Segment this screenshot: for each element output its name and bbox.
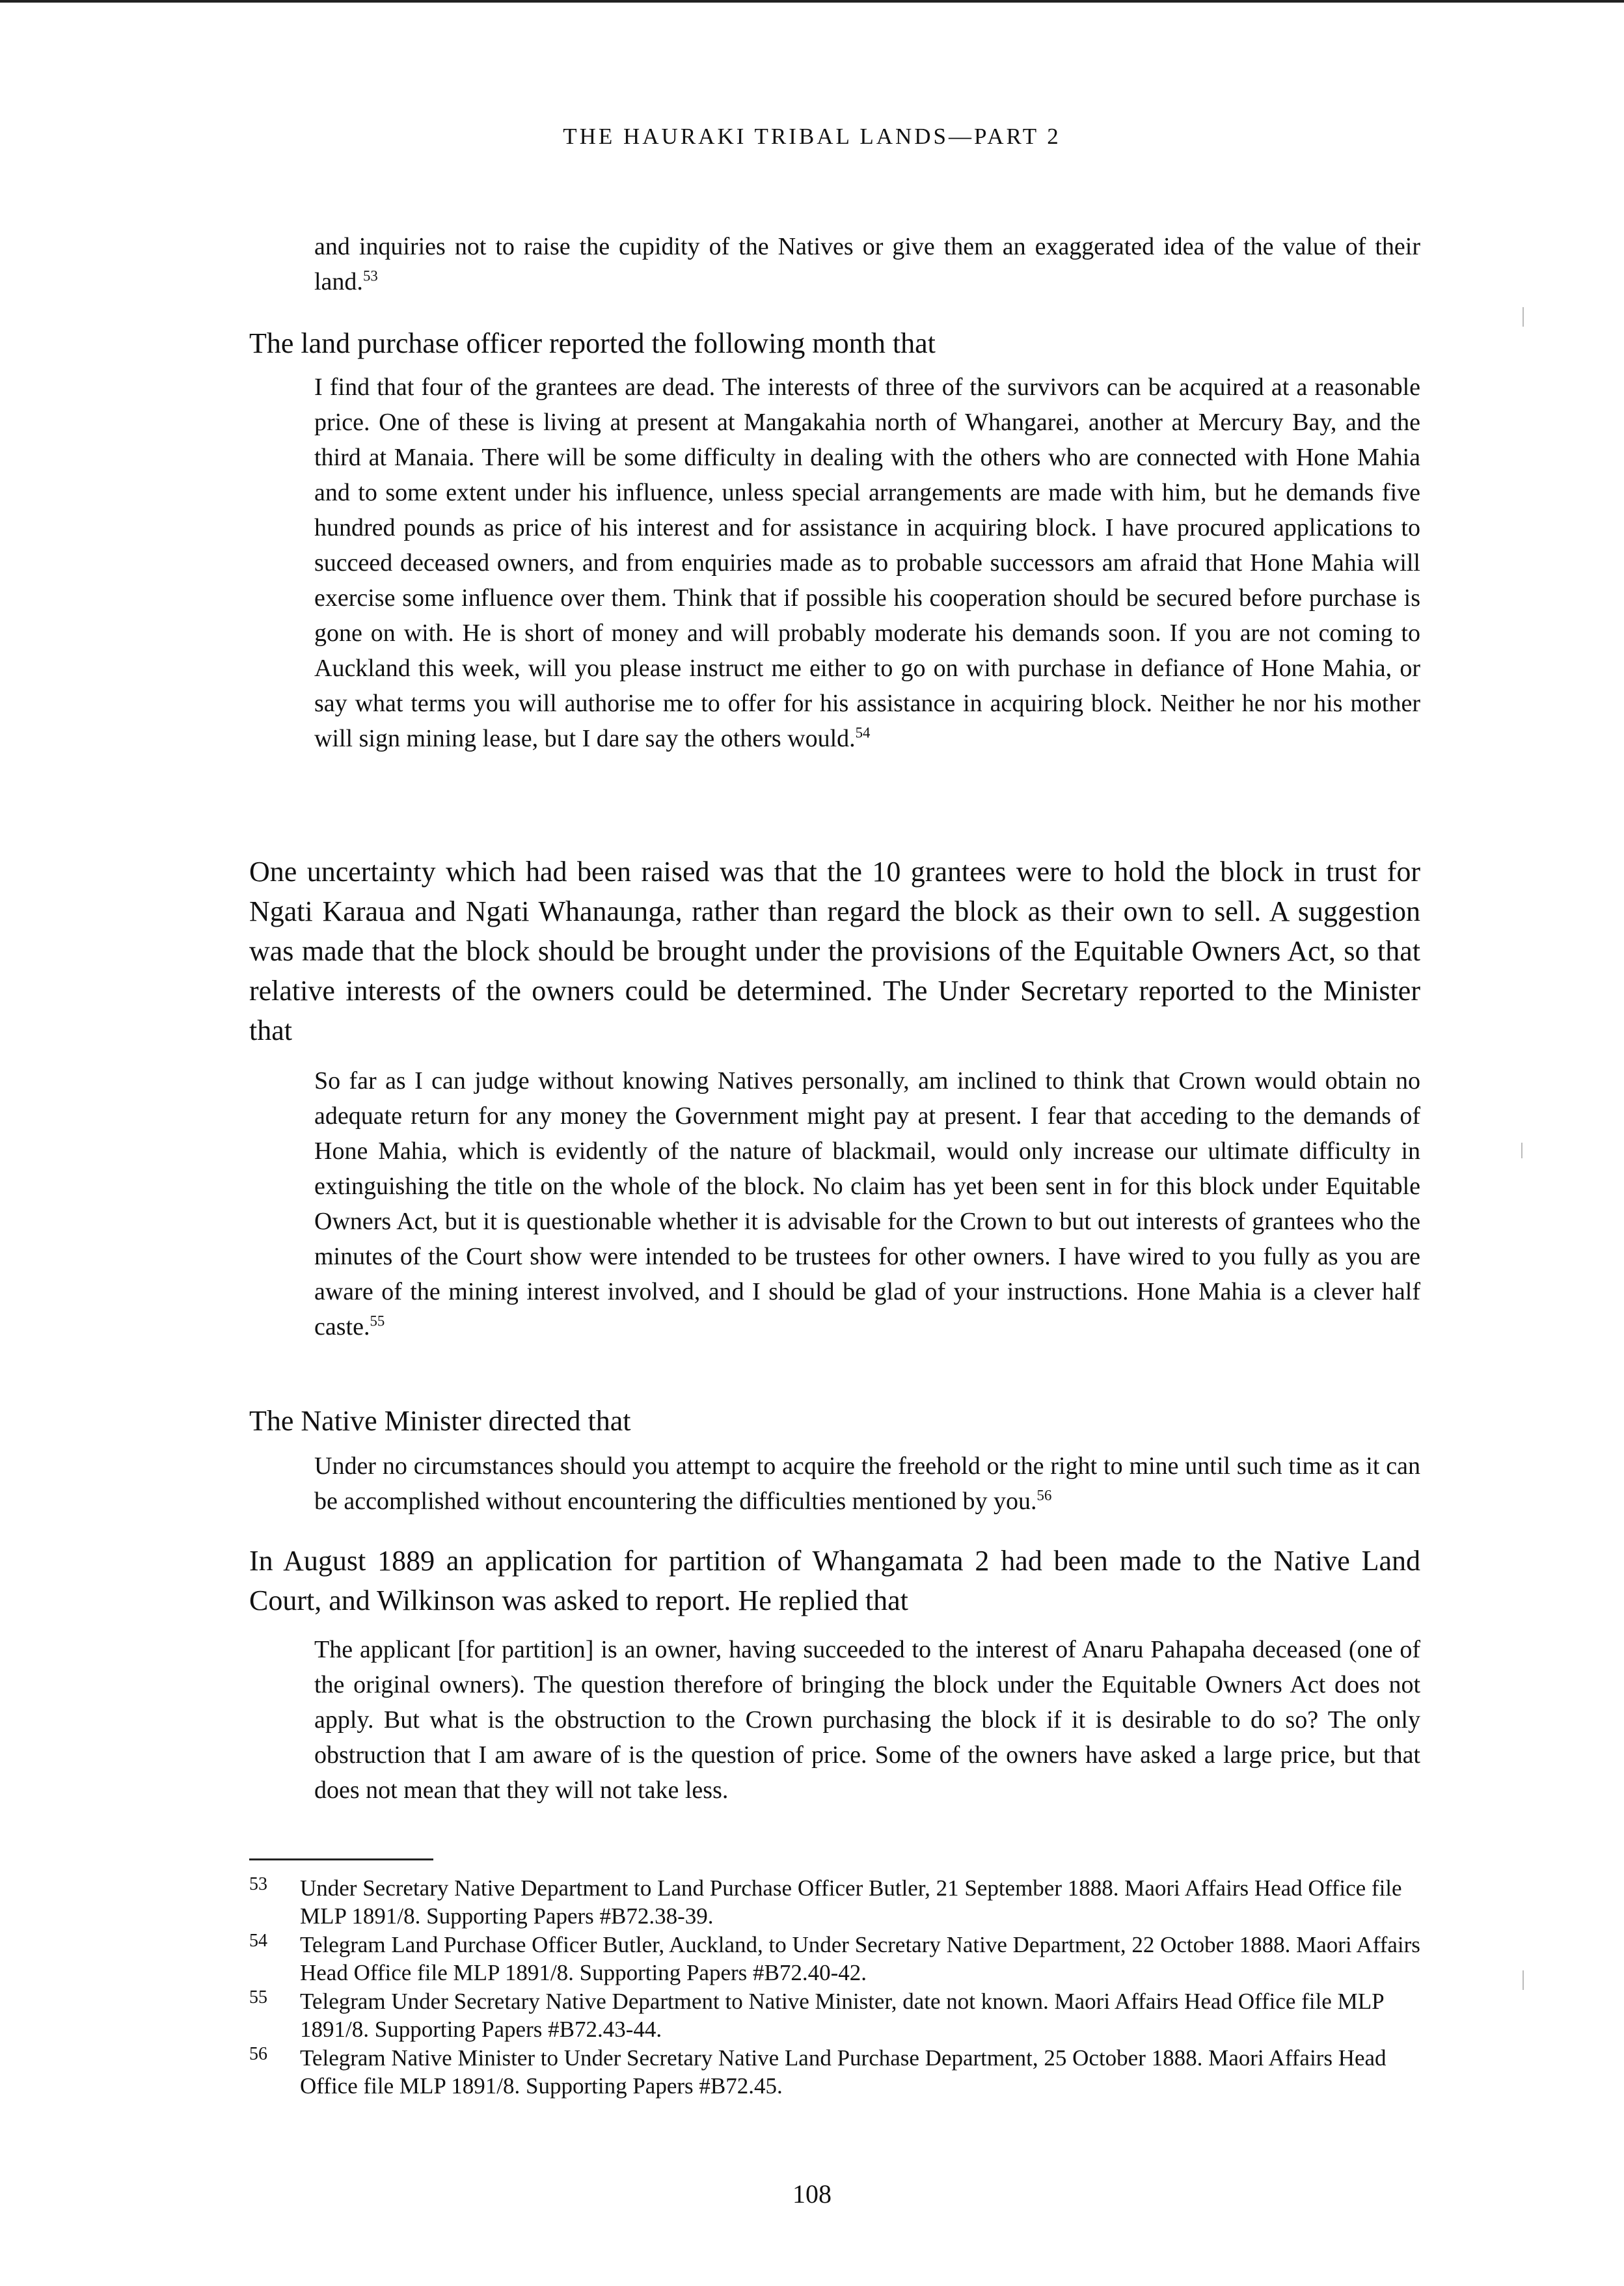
footnote-separator: [249, 1858, 433, 1860]
scan-mark: [1522, 307, 1524, 327]
block-quote: [314, 1063, 1420, 1344]
footnote-ref: 56: [1036, 1487, 1052, 1504]
footnote: [249, 1931, 1420, 1987]
footnote-number: 53: [249, 1874, 267, 1894]
body-paragraph: In August 1889 an application for partition of Whangamata 2 had been made to the Native Land Court, and Wilkinson was asked to report. He replied that: [249, 1545, 1420, 1616]
body-paragraph: One uncertainty which had been raised was that the 10 grantees were to hold the block in trust for Ngati Karaua and Ngati Whanaunga, rather than regard the block as their own to sell. A suggestion was made that the block should be brought under the provisions of the Equitable Owners Act, so that relative interests of the owners could be determined. The Under Secretary reported to the Minister that: [249, 856, 1420, 1046]
footnote-ref: 53: [362, 267, 378, 284]
scan-mark: [1521, 1143, 1522, 1158]
footnote-number: 54: [249, 1931, 267, 1951]
quote-text: Under no circumstances should you attempt to acquire the freehold or the right to mine until such time as it can be accomplished without encountering the difficulties mentioned by you.: [314, 1452, 1420, 1515]
body-paragraph: The Native Minister directed that: [249, 1405, 631, 1437]
block-quote: [314, 1449, 1420, 1519]
quote-text: and inquiries not to raise the cupidity of the Natives or give them an exaggerated idea of the value of their land.: [314, 233, 1420, 295]
running-header: THE HAURAKI TRIBAL LANDS—PART 2: [563, 124, 1061, 149]
page-number: 108: [792, 2179, 832, 2209]
block-quote: [314, 370, 1420, 756]
footnote-text: Under Secretary Native Department to Land Purchase Officer Butler, 21 September 1888. Maori Affairs Head Office file MLP 1891/8. Supporting Papers #B72.38-39.: [300, 1875, 1402, 1929]
footnote-ref: 55: [370, 1313, 385, 1329]
top-border-rule: [0, 0, 1624, 3]
footnote-text: Telegram Under Secretary Native Department to Native Minister, date not known. Maori Affairs Head Office file MLP 1891/8. Supporting Papers #B72.43-44.: [300, 1989, 1384, 2042]
footnote-text: Telegram Land Purchase Officer Butler, Auckland, to Under Secretary Native Department, 22 October 1888. Maori Affairs Head Office file MLP 1891/8. Supporting Papers #B72.40-42.: [300, 1932, 1420, 1985]
footnote-text: Telegram Native Minister to Under Secretary Native Land Purchase Department, 25 October 1888. Maori Affairs Head Office file MLP 1891/8. Supporting Papers #B72.45.: [300, 2045, 1387, 2099]
body-paragraph: The land purchase officer reported the following month that: [249, 327, 936, 359]
block-quote: [314, 229, 1420, 299]
scan-mark: [1522, 1970, 1524, 1990]
footnote-number: 56: [249, 2044, 267, 2064]
footnote: [249, 2044, 1420, 2100]
quote-text: So far as I can judge without knowing Natives personally, am inclined to think that Crown would obtain no adequate return for any money the Government might pay at present. I fear that acceding to the demands of Hone Mahia, which is evidently of the nature of blackmail, would only increase our ultimate difficulty in extinguishing the title on the whole of the block. No claim has yet been sent in for this block under Equitable Owners Act, but it is questionable whether it is advisable for the Crown to but out interests of grantees who the minutes of the Court show were intended to be trustees for other owners. I have wired to you fully as you are aware of the mining interest involved, and I should be glad of your instructions. Hone Mahia is a clever half caste.: [314, 1067, 1420, 1340]
block-quote: The applicant [for partition] is an owner, having succeeded to the interest of Anaru Pahapaha deceased (one of the original owners). The question therefore of bringing the block under the Equitable Owners Act does not apply. But what is the obstruction to the Crown purchasing the block if it is desirable to do so? The only obstruction that I am aware of is the question of price. Some of the owners have asked a large price, but that does not mean that they will not take less.: [314, 1636, 1420, 1804]
footnote: [249, 1874, 1420, 1930]
footnote: [249, 1987, 1420, 2043]
footnote-ref: 54: [855, 724, 871, 741]
quote-text: I find that four of the grantees are dead. The interests of three of the survivors can be acquired at a reasonable price. One of these is living at present at Mangakahia north of Whangarei, another at Mercury Bay, and the third at Manaia. There will be some difficulty in dealing with the others who are connected with Hone Mahia and to some extent under his influence, unless special arrangements are made with him, but he demands five hundred pounds as price of his interest and for assistance in acquiring block. I have procured applications to succeed deceased owners, and from enquiries made as to probable successors am afraid that Hone Mahia will exercise some influence over them. Think that if possible his cooperation should be secured before purchase is gone on with. He is short of money and will probably moderate his demands soon. If you are not coming to Auckland this week, will you please instruct me either to go on with purchase in defiance of Hone Mahia, or say what terms you will authorise me to offer for his assistance in acquiring block. Neither he nor his mother will sign mining lease, but I dare say the others would.: [314, 374, 1420, 752]
footnote-number: 55: [249, 1987, 267, 2007]
